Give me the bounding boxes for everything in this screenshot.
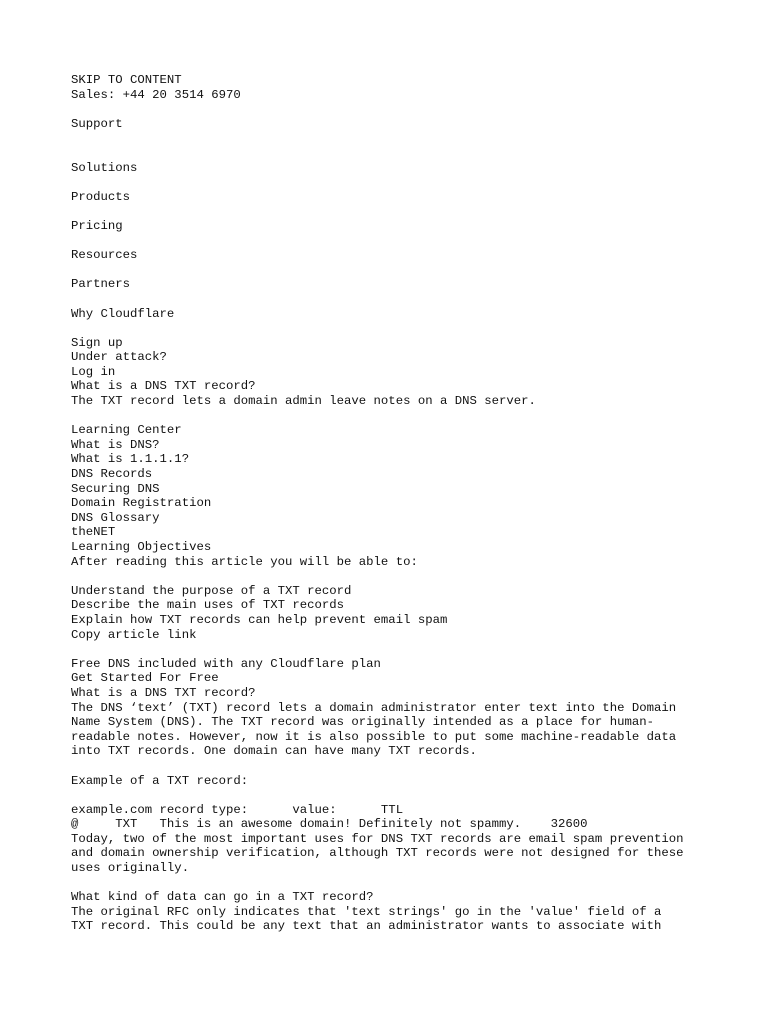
sidebar-item-what-is-1111[interactable]: What is 1.1.1.1? — [71, 452, 190, 467]
page-subtitle: The TXT record lets a domain admin leave notes on a DNS server. — [71, 394, 536, 409]
under-attack-link[interactable]: Under attack? — [71, 350, 167, 365]
copy-article-link-button[interactable]: Copy article link — [71, 627, 197, 642]
objective-item: Explain how TXT records can help prevent email spam — [71, 612, 448, 627]
sales-phone[interactable]: Sales: +44 20 3514 6970 — [71, 87, 241, 102]
article-paragraph-line: into TXT records. One domain can have many TXT records. — [71, 744, 477, 759]
article-paragraph-line: and domain ownership verification, although TXT records were not designed for these — [71, 846, 684, 861]
article-paragraph-line: TXT record. This could be any text that an administrator wants to associate with — [71, 919, 662, 934]
example-label: Example of a TXT record: — [71, 773, 249, 788]
promo-text: Free DNS included with any Cloudflare plan — [71, 656, 381, 671]
article-paragraph-line: The original RFC only indicates that 'text strings' go in the 'value' field of a — [71, 904, 662, 919]
sidebar-item-thenet[interactable]: theNET — [71, 525, 116, 540]
sign-up-link[interactable]: Sign up — [71, 335, 123, 350]
objectives-intro: After reading this article you will be able to: — [71, 554, 418, 569]
article-heading: What is a DNS TXT record? — [71, 685, 256, 700]
article-paragraph-line: Today, two of the most important uses for DNS TXT records are email spam prevention — [71, 831, 684, 846]
objective-item: Describe the main uses of TXT records — [71, 598, 345, 613]
sidebar-item-securing-dns[interactable]: Securing DNS — [71, 481, 160, 496]
objective-item: Understand the purpose of a TXT record — [71, 583, 352, 598]
support-link[interactable]: Support — [71, 116, 123, 131]
article-paragraph-line: uses originally. — [71, 861, 190, 876]
sidebar-item-dns-glossary[interactable]: DNS Glossary — [71, 510, 160, 525]
article-paragraph-line: The DNS ‘text’ (TXT) record lets a domain administrator enter text into the Domain — [71, 700, 677, 715]
sidebar-item-domain-registration[interactable]: Domain Registration — [71, 496, 212, 511]
nav-why-cloudflare[interactable]: Why Cloudflare — [71, 306, 175, 321]
article-paragraph-line: Name System (DNS). The TXT record was originally intended as a place for human- — [71, 715, 654, 730]
nav-solutions[interactable]: Solutions — [71, 160, 138, 175]
nav-partners[interactable]: Partners — [71, 277, 131, 292]
page-content — [71, 73, 731, 934]
sidebar-item-learning-center[interactable]: Learning Center — [71, 423, 182, 438]
log-in-link[interactable]: Log in — [71, 364, 116, 379]
article-subheading: What kind of data can go in a TXT record? — [71, 890, 374, 905]
article-paragraph-line: readable notes. However, now it is also possible to put some machine-readable data — [71, 729, 677, 744]
example-table-row: @ TXT This is an awesome domain! Definitely not spammy. 32600 — [71, 817, 588, 832]
nav-resources[interactable]: Resources — [71, 248, 138, 263]
nav-pricing[interactable]: Pricing — [71, 218, 123, 233]
nav-products[interactable]: Products — [71, 189, 131, 204]
skip-to-content-link[interactable]: SKIP TO CONTENT — [71, 73, 182, 87]
example-table-header: example.com record type: value: TTL — [71, 802, 404, 817]
sidebar-item-dns-records[interactable]: DNS Records — [71, 467, 153, 482]
objectives-heading: Learning Objectives — [71, 540, 212, 554]
get-started-button[interactable]: Get Started For Free — [71, 671, 219, 686]
page-title: What is a DNS TXT record? — [71, 379, 256, 394]
sidebar-item-what-is-dns[interactable]: What is DNS? — [71, 437, 160, 452]
